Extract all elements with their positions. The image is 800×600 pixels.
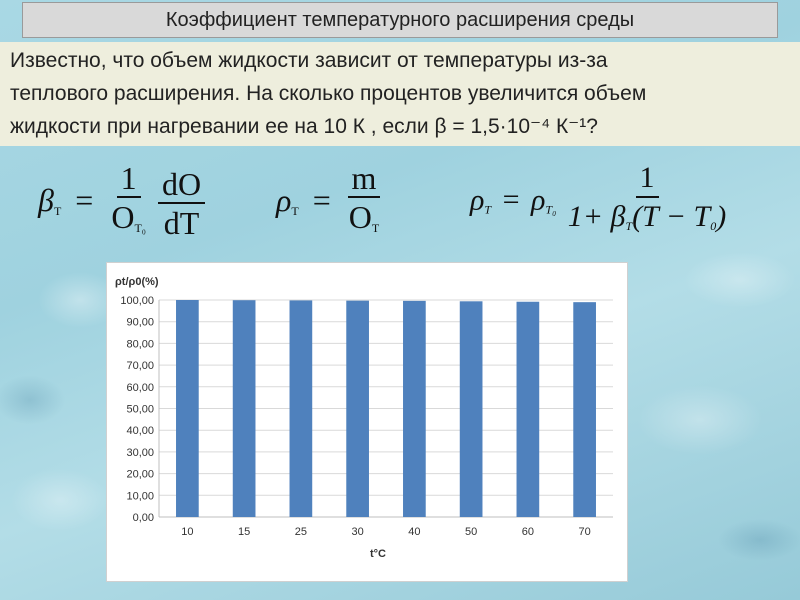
bar	[403, 301, 426, 517]
formula-beta-frac-b	[158, 166, 205, 242]
y-tick-label: 10,00	[126, 490, 154, 503]
question-line-3: жидкости при нагревании ее на 10 К , если β = 1,5·10⁻⁴ К⁻¹?	[10, 115, 598, 138]
title-bar	[0, 0, 800, 40]
formula-rho-den	[345, 198, 383, 247]
bar	[346, 301, 369, 517]
formula-exp-frac	[564, 160, 730, 245]
question-box	[0, 42, 800, 146]
y-tick-label: 0,00	[132, 512, 154, 524]
formula-rho-num: m	[348, 160, 381, 198]
formula-beta-den-b: dT	[163, 204, 200, 241]
formula-rho-lhs-sub: T	[291, 203, 299, 218]
y-tick-label: 40,00	[126, 425, 154, 438]
formula-exp-den-tail-sub: 0	[710, 219, 717, 233]
formula-rho-den-text: O	[348, 199, 372, 235]
x-tick-label: 50	[465, 526, 478, 538]
formula-beta-den-a-text: O	[111, 199, 135, 235]
chart-title: ρt/ρ0(%)	[115, 276, 159, 288]
formula-beta-lhs: β	[38, 181, 54, 218]
x-axis-label: t°C	[369, 548, 387, 560]
formula-rho-eq: =	[312, 181, 331, 218]
formula-exp-den	[564, 198, 730, 245]
formula-exp-den-close: )	[716, 200, 727, 233]
formula-exp-lhs: ρ	[470, 183, 485, 217]
x-tick-label: 30	[351, 526, 364, 538]
formula-beta-lhs-sub: T	[53, 203, 62, 218]
y-tick-label: 100,00	[120, 295, 154, 307]
formula-rho-expansion	[470, 160, 730, 246]
formula-rho-lhs: ρ	[276, 181, 292, 218]
bar	[290, 300, 313, 517]
bar	[176, 300, 199, 517]
formula-beta-num-a: 1	[117, 160, 141, 198]
formula-beta	[38, 160, 205, 246]
chart-container	[106, 262, 628, 582]
formula-beta-eq: =	[75, 181, 94, 218]
x-tick-label: 40	[408, 526, 421, 538]
x-tick-label: 70	[578, 526, 591, 538]
x-tick-label: 25	[294, 526, 307, 538]
y-tick-label: 20,00	[126, 468, 154, 481]
formula-beta-den-a	[107, 198, 150, 247]
formula-rho-frac	[345, 160, 383, 247]
x-tick-label: 15	[238, 526, 251, 538]
y-tick-label: 70,00	[126, 360, 154, 373]
formula-beta-frac-a	[107, 160, 150, 247]
formula-rho-den-sub: T	[371, 221, 380, 235]
bar	[460, 301, 483, 517]
bar	[573, 302, 596, 517]
formula-exp-lhs-sub: T	[484, 202, 492, 217]
bar	[517, 302, 540, 517]
formula-beta-den-a-sub: T₀	[134, 221, 146, 235]
formula-rho	[276, 160, 383, 246]
question-line-2: теплового расширения. На сколько процентов увеличится объем	[10, 82, 647, 105]
formula-exp-den-tail: (T − T	[632, 200, 711, 233]
bar	[233, 300, 256, 517]
y-tick-label: 30,00	[126, 446, 154, 459]
formula-exp-rho-sub: T₀	[545, 202, 557, 217]
formula-exp-num: 1	[636, 160, 659, 198]
y-tick-label: 90,00	[126, 316, 154, 329]
x-tick-label: 60	[521, 526, 534, 538]
x-tick-label: 10	[181, 526, 194, 538]
formula-beta-num-b: dO	[158, 166, 205, 204]
slide-title: Коэффициент температурного расширения среды	[22, 2, 778, 38]
formula-exp-eq: =	[502, 183, 520, 217]
formula-exp-rho: ρ	[531, 183, 546, 217]
y-tick-label: 80,00	[126, 338, 154, 351]
formula-exp-den-text: 1+ β	[567, 200, 626, 233]
y-tick-label: 60,00	[126, 381, 154, 394]
formula-exp-den-sub: T	[625, 219, 633, 233]
question-line-1: Известно, что объем жидкости зависит от температуры из-за	[10, 49, 608, 72]
bar-chart	[107, 263, 627, 581]
y-tick-label: 50,00	[126, 403, 154, 416]
